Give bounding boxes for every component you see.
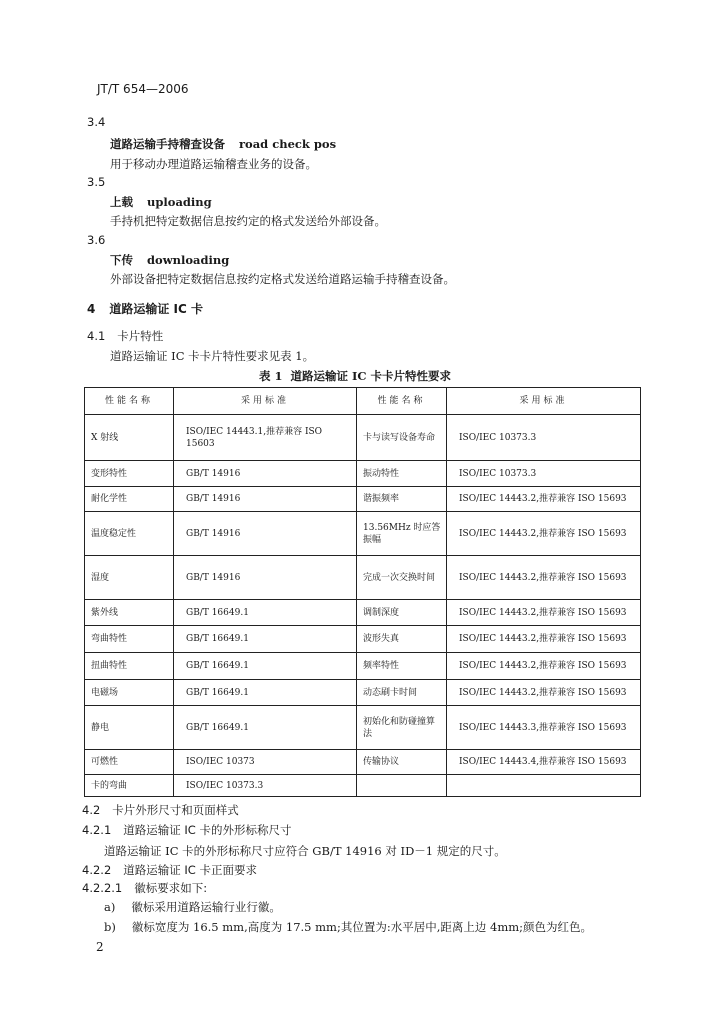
subsection-heading: 4.1 卡片特性 <box>87 329 164 343</box>
table-row <box>85 415 641 461</box>
table-cell: GB/T 14916 <box>174 512 357 556</box>
table-cell: 卡的弯曲 <box>85 775 174 797</box>
list-item <box>104 919 592 935</box>
table-caption: 表 1 道路运输证 IC 卡卡片特性要求 <box>259 369 452 383</box>
table-cell: ISO/IEC 10373 <box>174 750 357 775</box>
table-cell: 电磁场 <box>85 680 174 706</box>
table-cell: 调制深度 <box>357 600 447 626</box>
table-cell: 卡与读写设备寿命 <box>357 415 447 461</box>
table-cell: ISO/IEC 14443.2,推荐兼容 ISO 15693 <box>447 626 641 653</box>
term-en: downloading <box>147 253 230 267</box>
table-cell: 波形失真 <box>357 626 447 653</box>
term-number: 3.5 <box>87 175 106 189</box>
table-row <box>85 600 641 626</box>
table-row <box>85 512 641 556</box>
page-header: JT/T 654—2006 <box>97 82 189 96</box>
term-en: uploading <box>147 195 212 209</box>
header-cell: 性能名称 <box>357 388 447 415</box>
table-cell: 完成一次交换时间 <box>357 556 447 600</box>
header-cell: 性能名称 <box>85 388 174 415</box>
table-cell: GB/T 14916 <box>174 461 357 487</box>
table-row <box>85 487 641 512</box>
subsection-heading: 4.2.2.1 徽标要求如下: <box>82 881 208 895</box>
table-cell: ISO/IEC 14443.2,推荐兼容 ISO 15693 <box>447 653 641 680</box>
subsection-text: 道路运输证 IC 卡卡片特性要求见表 1。 <box>110 349 315 363</box>
table-row <box>85 775 641 797</box>
header-cell: 采用标准 <box>174 388 357 415</box>
table-cell: 可燃性 <box>85 750 174 775</box>
table-cell: ISO/IEC 14443.2,推荐兼容 ISO 15693 <box>447 680 641 706</box>
table-row <box>85 653 641 680</box>
table-cell: GB/T 14916 <box>174 556 357 600</box>
table-cell: GB/T 14916 <box>174 487 357 512</box>
term-en: road check pos <box>239 137 337 151</box>
term-cn: 道路运输手持稽查设备 <box>110 137 225 151</box>
table-cell: ISO/IEC 14443.2,推荐兼容 ISO 15693 <box>447 600 641 626</box>
table-cell: 传输协议 <box>357 750 447 775</box>
table-cell: ISO/IEC 14443.2,推荐兼容 ISO 15693 <box>447 487 641 512</box>
term-cn: 上载 <box>110 195 133 209</box>
table-row <box>85 750 641 775</box>
table-cell: 静电 <box>85 706 174 750</box>
table-cell: ISO/IEC 14443.3,推荐兼容 ISO 15693 <box>447 706 641 750</box>
term-cn: 下传 <box>110 253 133 267</box>
section-heading: 4 道路运输证 IC 卡 <box>87 302 203 316</box>
table-cell: GB/T 16649.1 <box>174 626 357 653</box>
table-cell: ISO/IEC 10373.3 <box>174 775 357 797</box>
table-row <box>85 680 641 706</box>
table-cell <box>357 775 447 797</box>
table-row <box>85 626 641 653</box>
table-cell: ISO/IEC 10373.3 <box>447 415 641 461</box>
page-number: 2 <box>96 940 104 954</box>
subsection-heading: 4.2.1 道路运输证 IC 卡的外形标称尺寸 <box>82 823 292 837</box>
table-cell: 温度稳定性 <box>85 512 174 556</box>
table-cell: 变形特性 <box>85 461 174 487</box>
table-cell <box>447 775 641 797</box>
table-cell: ISO/IEC 14443.2,推荐兼容 ISO 15693 <box>447 556 641 600</box>
table-cell: 耐化学性 <box>85 487 174 512</box>
subsection-heading: 4.2 卡片外形尺寸和页面样式 <box>82 803 239 817</box>
subsection-heading: 4.2.2 道路运输证 IC 卡正面要求 <box>82 863 257 877</box>
list-text: 徽标采用道路运输行业行徽。 <box>131 900 281 914</box>
table-row <box>85 556 641 600</box>
table-cell: 初始化和防碰撞算法 <box>357 706 447 750</box>
table-cell: ISO/IEC 10373.3 <box>447 461 641 487</box>
table-row <box>85 461 641 487</box>
table-cell: X 射线 <box>85 415 174 461</box>
table-cell: GB/T 16649.1 <box>174 653 357 680</box>
spec-table <box>84 387 641 797</box>
table-header-row <box>85 388 641 415</box>
term-definition: 手持机把特定数据信息按约定的格式发送给外部设备。 <box>110 214 386 228</box>
table-cell: 湿度 <box>85 556 174 600</box>
subsection-text: 道路运输证 IC 卡的外形标称尺寸应符合 GB/T 14916 对 ID－1 规定的尺寸。 <box>104 844 506 858</box>
table-cell: 频率特性 <box>357 653 447 680</box>
list-item <box>104 899 281 915</box>
table-cell: 扭曲特性 <box>85 653 174 680</box>
table-cell: 谐振频率 <box>357 487 447 512</box>
table-cell: GB/T 16649.1 <box>174 706 357 750</box>
list-text: 徽标宽度为 16.5 mm,高度为 17.5 mm;其位置为:水平居中,距离上边 4mm;颜色为红色。 <box>131 920 593 934</box>
term-heading <box>110 136 336 152</box>
list-label: b) <box>104 920 116 934</box>
table-cell: 动态刷卡时间 <box>357 680 447 706</box>
table-cell: 13.56MHz 时应答振幅 <box>357 512 447 556</box>
term-number: 3.6 <box>87 233 106 247</box>
list-label: a) <box>104 900 116 914</box>
table-cell: GB/T 16649.1 <box>174 600 357 626</box>
term-heading <box>110 252 229 268</box>
term-definition: 外部设备把特定数据信息按约定格式发送给道路运输手持稽查设备。 <box>110 272 455 286</box>
term-definition: 用于移动办理道路运输稽查业务的设备。 <box>110 157 317 171</box>
table-cell: ISO/IEC 14443.1,推荐兼容 ISO 15603 <box>174 415 357 461</box>
table-cell: ISO/IEC 14443.2,推荐兼容 ISO 15693 <box>447 512 641 556</box>
term-number: 3.4 <box>87 115 106 129</box>
table-cell: 振动特性 <box>357 461 447 487</box>
table-cell: 弯曲特性 <box>85 626 174 653</box>
table-cell: 紫外线 <box>85 600 174 626</box>
table-cell: ISO/IEC 14443.4,推荐兼容 ISO 15693 <box>447 750 641 775</box>
table-cell: GB/T 16649.1 <box>174 680 357 706</box>
header-cell: 采用标准 <box>447 388 641 415</box>
term-heading <box>110 194 212 210</box>
table-row <box>85 706 641 750</box>
